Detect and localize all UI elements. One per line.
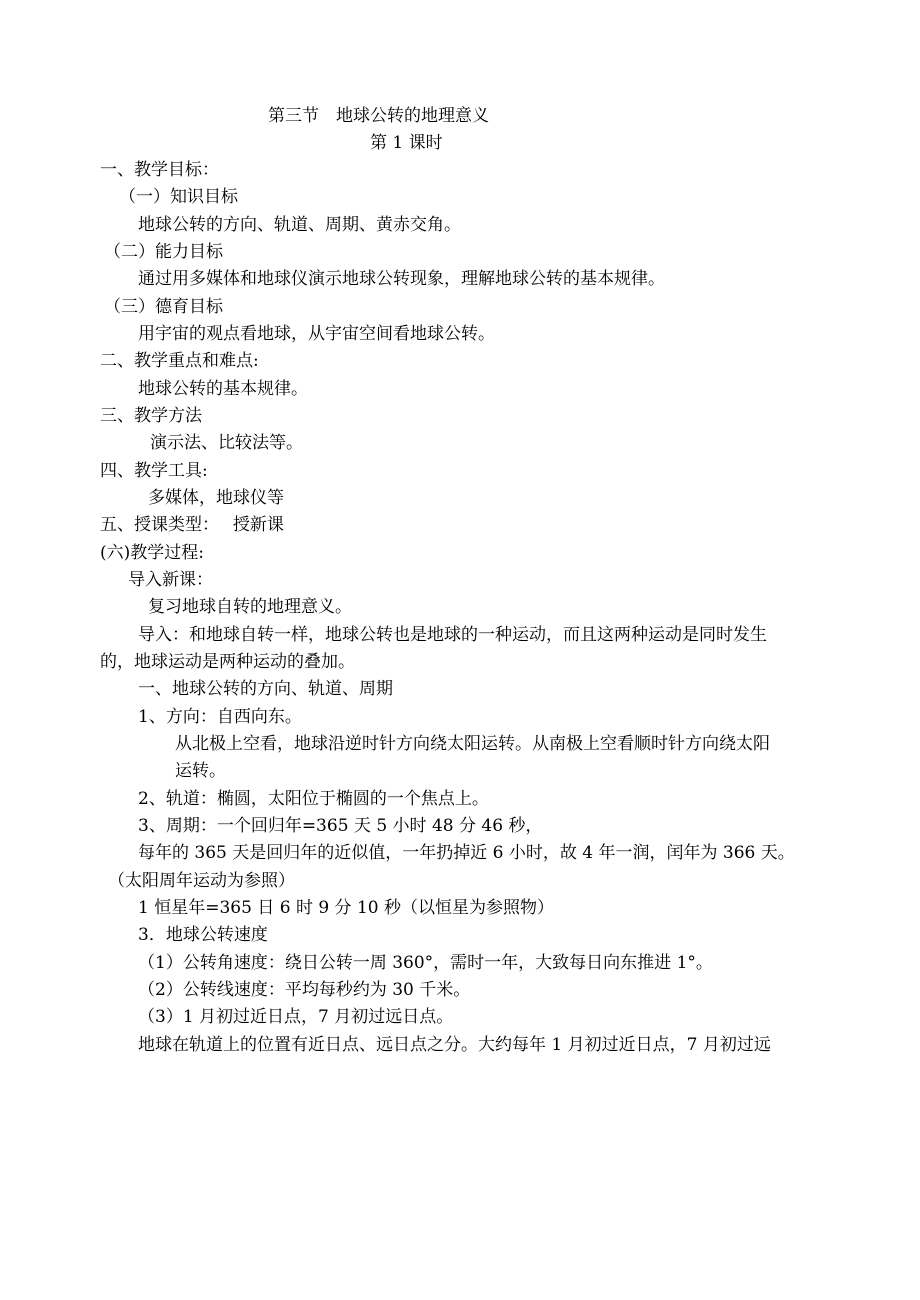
paragraph-line: 用宇宙的观点看地球，从宇宙空间看地球公转。 [138, 324, 495, 344]
paragraph-line: （2）公转线速度：平均每秒约为 30 千米。 [138, 980, 471, 1000]
paragraph-line: 从北极上空看，地球沿逆时针方向绕太阳运转。从南极上空看顺时针方向绕太阳 [175, 734, 770, 754]
paragraph-line: 运转。 [175, 761, 226, 781]
paragraph-line: 地球公转的基本规律。 [138, 379, 308, 399]
heading-key-points: 二、教学重点和难点: [100, 351, 259, 371]
heading-teaching-objectives: 一、教学目标： [100, 160, 219, 180]
paragraph-line: 地球在轨道上的位置有近日点、远日点之分。大约每年 1 月初过近日点，7 月初过远 [138, 1035, 771, 1055]
subheading-intro: 导入新课： [128, 570, 213, 590]
heading-tools: 四、教学工具: [100, 461, 208, 481]
paragraph-line: 的，地球运动是两种运动的叠加。 [100, 652, 355, 672]
paragraph-line: 复习地球自转的地理意义。 [148, 597, 352, 617]
paragraph-line: （太阳周年运动为参照） [108, 871, 295, 891]
subheading-orbital-speed: 3．地球公转速度 [138, 925, 268, 945]
paragraph-line: 地球公转的方向、轨道、周期、黄赤交角。 [138, 215, 461, 235]
heading-methods: 三、教学方法 [100, 406, 202, 426]
heading-process: (六)教学过程: [100, 543, 204, 563]
paragraph-line: 每年的 365 天是回归年的近似值，一年扔掉近 6 小时，故 4 年一润，闰年为 366 天。 [138, 843, 795, 863]
section-title: 第三节 地球公转的地理意义 [268, 106, 489, 126]
paragraph-line: 1、方向：自西向东。 [138, 707, 302, 727]
paragraph-line: 1 恒星年=365 日 6 时 9 分 10 秒（以恒星为参照物） [138, 898, 555, 918]
subheading-ability: （二）能力目标 [104, 242, 223, 262]
paragraph-line: 演示法、比较法等。 [150, 433, 303, 453]
paragraph-line: （1）公转角速度：绕日公转一周 360°，需时一年，大致每日向东推进 1°。 [138, 953, 713, 973]
subheading-direction-orbit-period: 一、地球公转的方向、轨道、周期 [138, 679, 393, 699]
paragraph-line: （3）1 月初过近日点，7 月初过远日点。 [138, 1007, 454, 1027]
paragraph-line: 2、轨道：椭圆，太阳位于椭圆的一个焦点上。 [138, 789, 489, 809]
heading-lesson-type: 五、授课类型： 授新课 [100, 515, 284, 535]
subheading-knowledge: （一）知识目标 [119, 187, 238, 207]
paragraph-line: 通过用多媒体和地球仪演示地球公转现象，理解地球公转的基本规律。 [138, 269, 665, 289]
lesson-subtitle: 第 1 课时 [370, 133, 443, 153]
paragraph-line: 3、周期：一个回归年=365 天 5 小时 48 分 46 秒， [138, 816, 543, 836]
paragraph-line: 导入：和地球自转一样，地球公转也是地球的一种运动，而且这两种运动是同时发生 [138, 625, 767, 645]
subheading-moral: （三）德育目标 [104, 297, 223, 317]
paragraph-line: 多媒体，地球仪等 [148, 488, 284, 508]
